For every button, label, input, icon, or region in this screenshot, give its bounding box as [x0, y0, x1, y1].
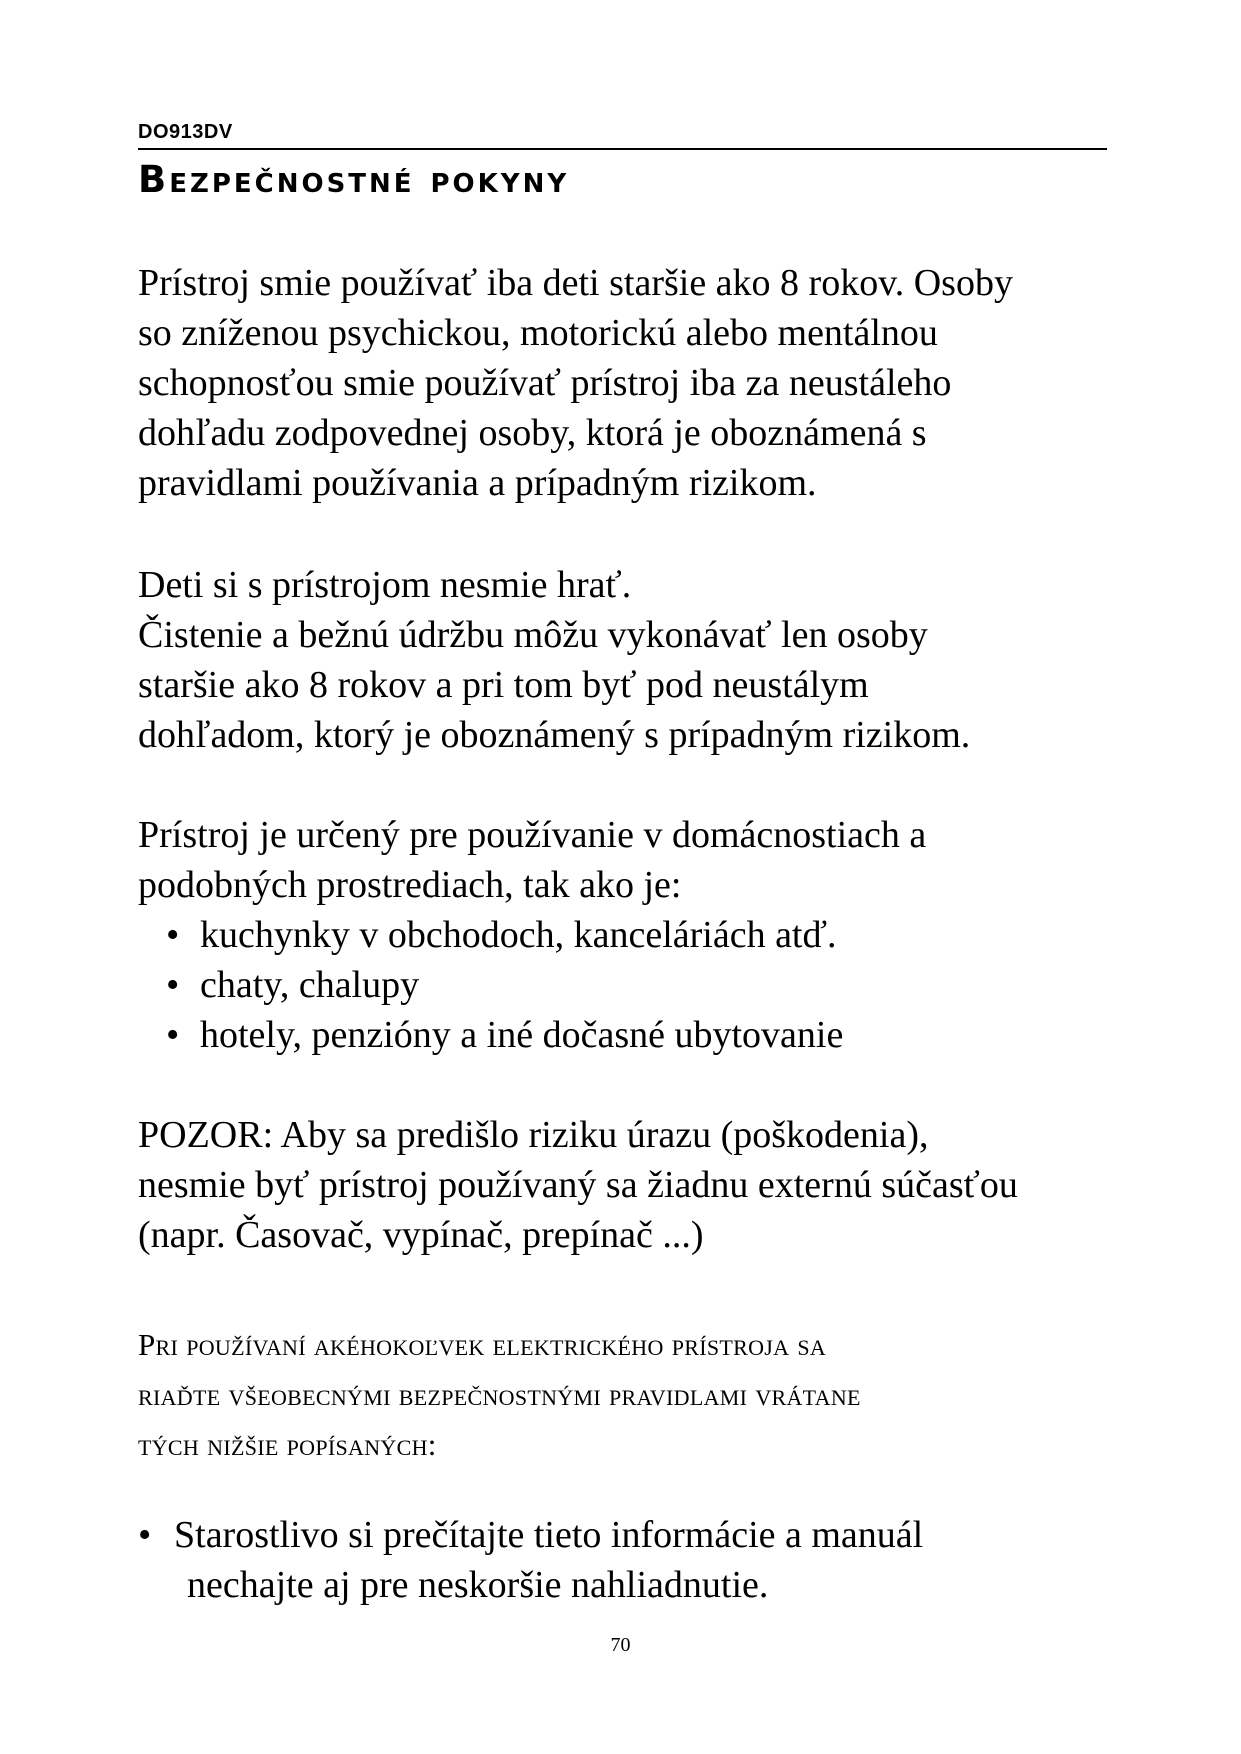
intended-use-list	[166, 910, 843, 1060]
paragraph-line: Čistenie a bežnú údržbu môžu vykonávať len osoby	[138, 614, 928, 656]
list-item	[138, 1510, 923, 1560]
paragraph-line: Prístroj je určený pre používanie v domácnostiach a	[138, 814, 927, 856]
paragraph-age-restriction	[138, 258, 1013, 508]
paragraph-line: nesmie byť prístroj používaný sa žiadnu externú súčasťou	[138, 1164, 1018, 1206]
paragraph-line: Deti si s prístrojom nesmie hrať.	[138, 564, 632, 606]
paragraph-children	[138, 560, 970, 760]
paragraph-line: POZOR: Aby sa predišlo riziku úrazu (poškodenia),	[138, 1114, 929, 1156]
paragraph-line: staršie ako 8 rokov a pri tom byť pod neustálym	[138, 664, 869, 706]
paragraph-line: dohľadom, ktorý je oboznámený s prípadným rizikom.	[138, 714, 971, 756]
paragraph-line: podobných prostrediach, tak ako je:	[138, 864, 682, 906]
bullet-icon: •	[166, 914, 180, 956]
bullet-icon: •	[166, 1014, 180, 1056]
header-rule	[138, 148, 1107, 150]
list-item	[166, 960, 843, 1010]
safety-notice	[138, 1320, 861, 1470]
paragraph-line: so zníženou psychickou, motorickú alebo mentálnou	[138, 312, 938, 354]
notice-line: tých nižšie popísaných:	[138, 1427, 437, 1462]
paragraph-line: pravidlami používania a prípadným rizikom.	[138, 462, 817, 504]
paragraph-line: dohľadu zodpovednej osoby, ktorá je oboznámená s	[138, 412, 927, 454]
list-item	[166, 1010, 843, 1060]
model-number: DO913DV	[138, 121, 233, 143]
list-item-text: kuchynky v obchodoch, kanceláriách atď.	[200, 914, 837, 956]
paragraph-line: schopnosťou smie používať prístroj iba za neustáleho	[138, 362, 952, 404]
notice-line: riaďte všeobecnými bezpečnostnými pravidlami vrátane	[138, 1377, 861, 1412]
final-instruction	[138, 1510, 923, 1610]
list-item-continuation: nechajte aj pre neskoršie nahliadnutie.	[187, 1564, 769, 1606]
bullet-icon: •	[166, 964, 180, 1006]
list-item-text: hotely, penzióny a iné dočasné ubytovanie	[200, 1014, 844, 1056]
notice-line: Pri používaní akéhokoľvek elektrického prístroja sa	[138, 1327, 827, 1362]
paragraph-line: (napr. Časovač, vypínač, prepínač ...)	[138, 1214, 704, 1256]
page-number: 70	[610, 1634, 631, 1656]
list-item-text: chaty, chalupy	[200, 964, 420, 1006]
paragraph-warning	[138, 1110, 1018, 1260]
page-title: Bezpečnostné pokyny	[138, 158, 570, 201]
list-item	[166, 910, 843, 960]
bullet-icon: •	[138, 1514, 152, 1556]
paragraph-line: Prístroj smie používať iba deti staršie ako 8 rokov. Osoby	[138, 262, 1013, 304]
paragraph-intended-use	[138, 810, 926, 910]
list-item-text: Starostlivo si prečítajte tieto informácie a manuál	[174, 1514, 924, 1556]
